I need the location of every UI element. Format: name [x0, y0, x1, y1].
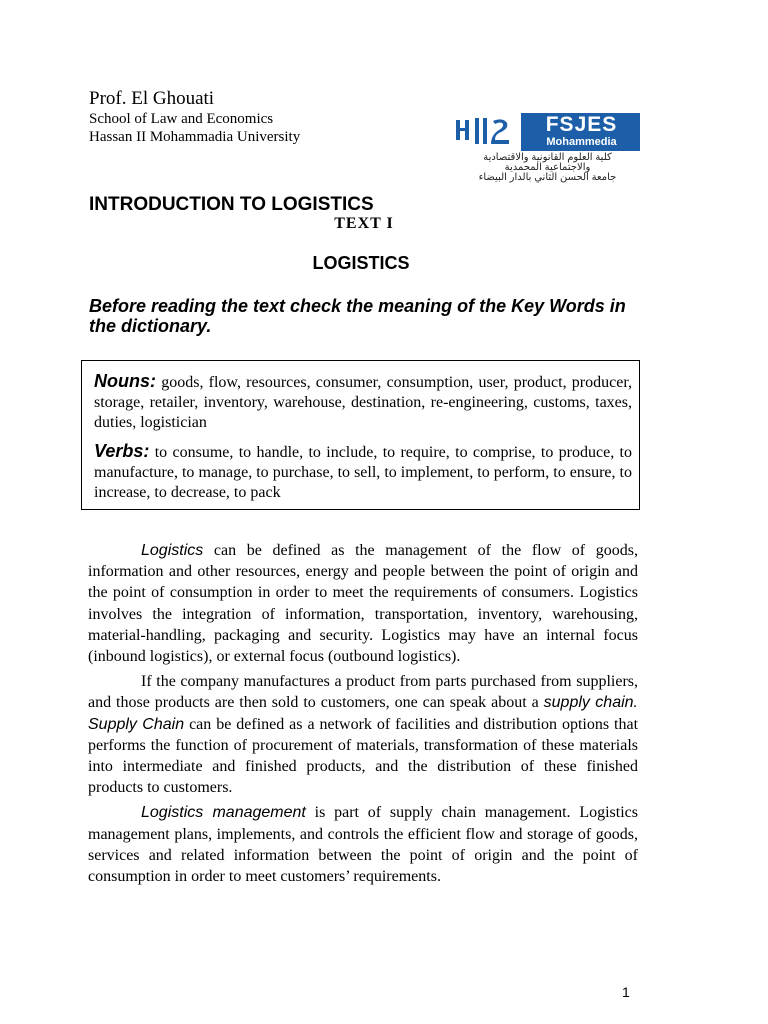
text-label: TEXT I: [334, 215, 394, 232]
term-separator: .: [633, 694, 638, 712]
nouns-label: Nouns:: [94, 371, 156, 391]
term-supply-chain-capitalized: Supply Chain: [88, 715, 185, 733]
verbs-paragraph: [94, 441, 632, 503]
logo-arabic-line: كلية العلوم القانونية والاقتصادية: [483, 152, 612, 163]
term-logistics-management: Logistics management: [141, 804, 306, 822]
paragraph-text: is part of supply chain management. Logistics management plans, implements, and controls the efficient flow and storage of goods, services and related information between the point of origin and the point of consumption in order to meet customers’ requirements.: [88, 804, 638, 886]
fsjes-logo: [455, 110, 640, 183]
nouns-list: goods, flow, resources, consumer, consumption, user, product, producer, storage, retailer, inventory, warehouse, destination, re-engineering, customs, taxes, duties, logistician: [94, 374, 633, 431]
hii-logo-icon: [455, 114, 513, 148]
nouns-paragraph: [94, 371, 632, 433]
author-block: [89, 88, 300, 146]
logo-band: [521, 113, 640, 151]
paragraph: [88, 802, 638, 887]
page-number: 1: [622, 984, 630, 1000]
logo-name: FSJES: [545, 113, 618, 136]
verbs-list: to consume, to handle, to include, to require, to comprise, to produce, to manufacture, to manage, to purchase, to sell, to implement, to perform, to ensure, to increase, to decrease, to pack: [94, 444, 633, 501]
author-name: Prof. El Ghouati: [89, 88, 215, 109]
university-name: Hassan II Mohammadia University: [89, 129, 301, 145]
paragraph-text: If the company manufactures a product from parts purchased from suppliers, and those products are then sold to customers, one can speak about a: [88, 673, 638, 712]
logo-city: Mohammedia: [546, 136, 617, 148]
school-name: School of Law and Economics: [89, 111, 274, 127]
term-logistics: Logistics: [141, 542, 204, 559]
verbs-label: Verbs:: [94, 441, 150, 461]
document-title: INTRODUCTION TO LOGISTICS: [89, 194, 374, 215]
key-words-box: [81, 360, 640, 510]
body-text: [88, 540, 638, 891]
instruction: Before reading the text check the meaning of the Key Words in the dictionary.: [89, 296, 626, 336]
term-supply-chain: supply chain: [543, 694, 634, 712]
logo-arabic-line: والاجتماعية المحمدية: [504, 162, 591, 173]
paragraph-text: can be defined as a network of facilities and distribution options that performs the function of procurement of materials, transformation of these materials into intermediate and finished products, and the distribution of these finished products to customers.: [88, 715, 639, 797]
paragraph: [88, 671, 638, 798]
paragraph-text: can be defined as the management of the flow of goods, information and other resources, energy and people between the point of origin and the point of consumption in order to meet the requirements of consumers. Logistics involves the integration of information, transportation, inventory, warehousing, material-handling, packaging and security. Logistics may have an internal focus (inbound logistics), or external focus (outbound logistics).: [88, 542, 638, 666]
logo-arabic-line: جامعة الحسن الثاني بالدار البيضاء: [478, 172, 617, 183]
section-heading: LOGISTICS: [312, 253, 410, 273]
paragraph: [88, 540, 638, 667]
